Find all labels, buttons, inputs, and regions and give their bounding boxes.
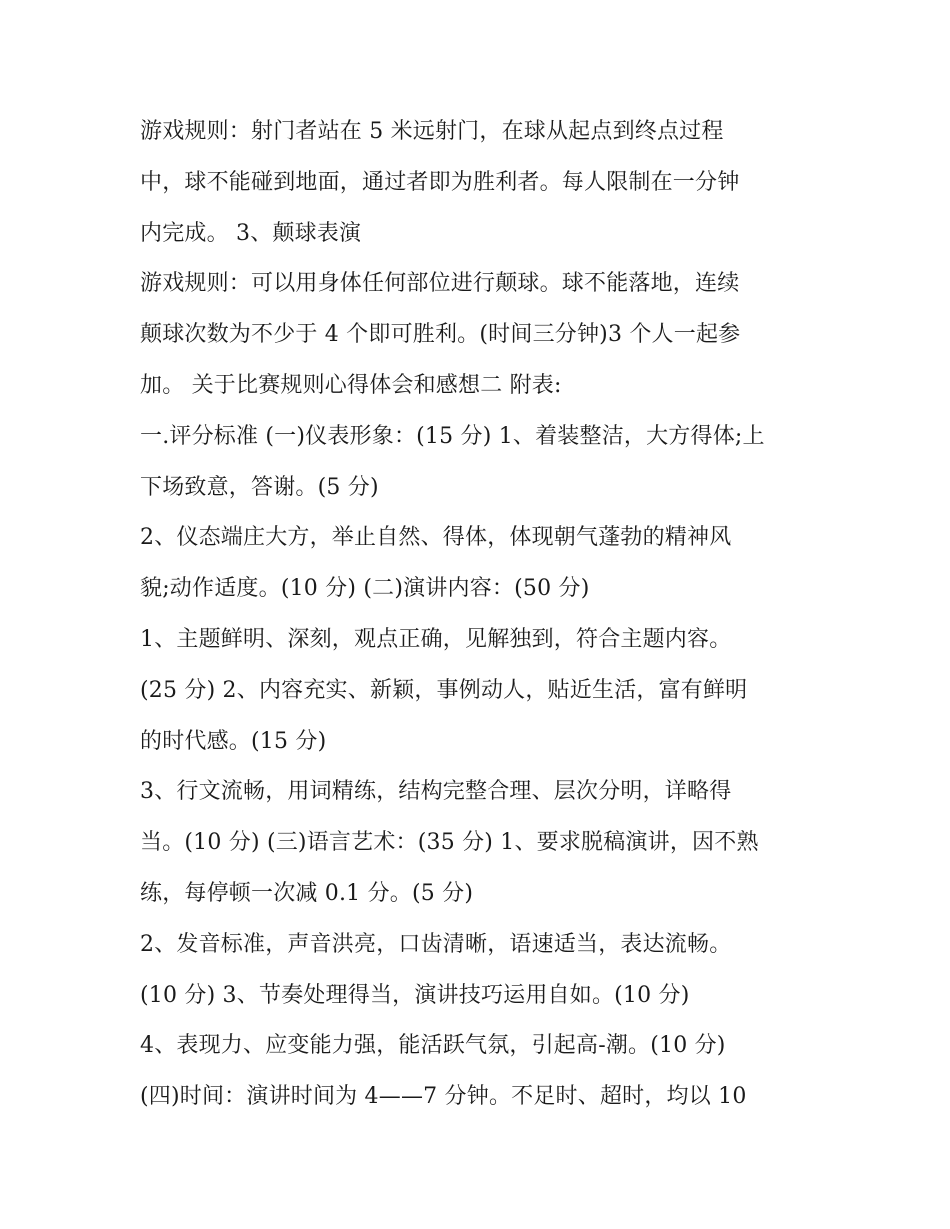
text-line: 2、发音标准，声音洪亮，口齿清晰，语速适当，表达流畅。 — [140, 931, 732, 957]
text-line: 加。 关于比赛规则心得体会和感想二 附表: — [140, 372, 562, 398]
text-line: 游戏规则：可以用身体任何部位进行颠球。球不能落地，连续 — [140, 271, 740, 297]
document-body — [140, 107, 820, 1123]
text-line: (10 分) 3、节奏处理得当，演讲技巧运用自如。(10 分) — [140, 982, 690, 1008]
text-line: (25 分) 2、内容充实、新颖，事例动人，贴近生活，富有鲜明 — [140, 677, 748, 703]
text-line: 内完成。 3、颠球表演 — [140, 220, 362, 246]
text-line: 当。(10 分) (三)语言艺术：(35 分) 1、要求脱稿演讲，因不熟 — [140, 830, 759, 856]
text-line: 颠球次数为不少于 4 个即可胜利。(时间三分钟)3 个人一起参 — [140, 322, 741, 348]
text-line: 一.评分标准 (一)仪表形象：(15 分) 1、着装整洁，大方得体;上 — [140, 423, 765, 449]
text-line: 中，球不能碰到地面，通过者即为胜利者。每人限制在一分钟 — [140, 169, 740, 195]
text-line: (四)时间：演讲时间为 4——7 分钟。不足时、超时，均以 10 — [140, 1084, 747, 1110]
text-line: 的时代感。(15 分) — [140, 728, 327, 754]
text-line: 1、主题鲜明、深刻，观点正确，见解独到，符合主题内容。 — [140, 626, 732, 652]
text-line: 4、表现力、应变能力强，能活跃气氛，引起高-潮。(10 分) — [140, 1033, 726, 1059]
text-line: 下场致意，答谢。(5 分) — [140, 474, 379, 500]
text-line: 貌;动作适度。(10 分) (二)演讲内容：(50 分) — [140, 576, 590, 602]
text-line: 游戏规则：射门者站在 5 米远射门，在球从起点到终点过程 — [140, 119, 724, 144]
text-line: 2、仪态端庄大方，举止自然、得体，体现朝气蓬勃的精神风 — [140, 525, 732, 551]
text-line: 练，每停顿一次减 0.1 分。(5 分) — [140, 880, 474, 906]
text-line: 3、行文流畅，用词精练，结构完整合理、层次分明，详略得 — [140, 779, 732, 805]
